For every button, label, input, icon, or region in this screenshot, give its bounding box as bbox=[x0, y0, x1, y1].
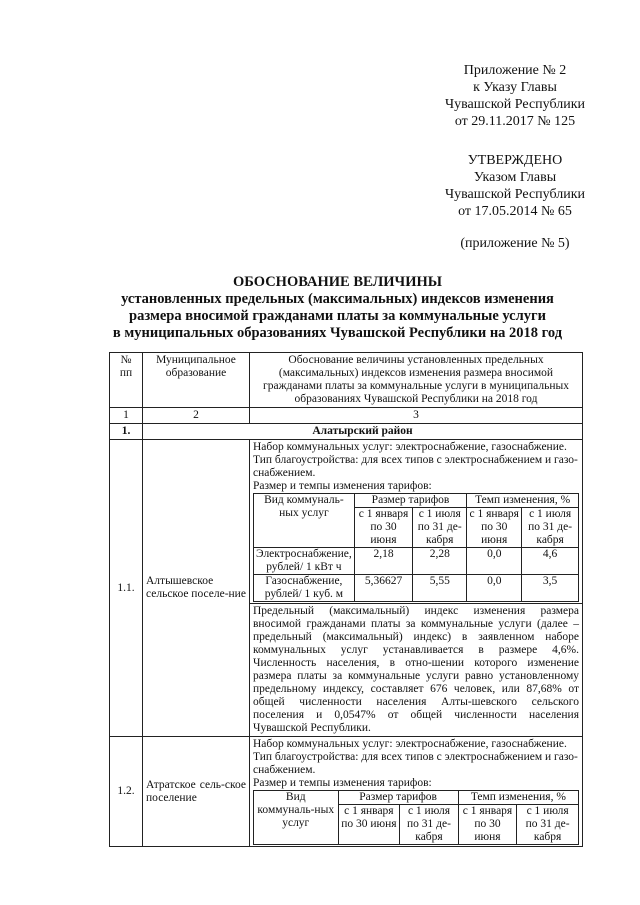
tariff-header-rate: Темп изменения, % bbox=[458, 791, 578, 805]
tariffs-label: Размер и темпы изменения тарифов: bbox=[253, 480, 432, 492]
tariff-jan: 5,36627 bbox=[354, 575, 412, 602]
tariff-table bbox=[253, 493, 579, 602]
header-num: № пп bbox=[110, 353, 143, 408]
district-num: 1. bbox=[110, 424, 143, 440]
table-index-row bbox=[110, 408, 583, 424]
tariff-header-jul: с 1 июля по 31 де-кабря bbox=[413, 508, 467, 548]
approved-line: УТВЕРЖДЕНО bbox=[467, 153, 563, 168]
tariff-header-size: Размер тарифов bbox=[338, 791, 458, 805]
tariff-service: Газоснабжение, рублей/ 1 куб. м bbox=[254, 575, 355, 602]
document-title bbox=[60, 274, 615, 342]
tariff-header-jan: с 1 января по 30 июня bbox=[338, 805, 400, 845]
title-line: ОБОСНОВАНИЕ ВЕЛИЧИНЫ bbox=[232, 274, 442, 290]
district-name: Алатырский район bbox=[143, 424, 583, 440]
tariff-header-jul: с 1 июля по 31 де-кабря bbox=[522, 508, 579, 548]
improvement-text: Тип благоустройства: для всех типов с электроснабжением и газо-снабжением. bbox=[253, 751, 578, 776]
row-municipality: Алтышевское сельское поселе-ние bbox=[143, 440, 250, 737]
table-header-row bbox=[110, 353, 583, 408]
tariff-header-size: Размер тарифов bbox=[354, 494, 466, 508]
row-summary: Предельный (максимальный) индекс изменения размера вносимой гражданами платы за коммунальные услуги (далее – предельный (максимальный) индекс) в заявленном наборе коммунальных услуг устанавливается в размере 4,6%. Численность населения, в отно-шении которого изменение размера платы за коммунальные услуги равно установленному предельному индексу, составляет 676 человек, или 87,68% от общей численности населения Алты-шевского сельского поселения и 0,0547% от общей численности населения Чувашской Республики. bbox=[250, 604, 583, 737]
appendix-line: Чувашской Республики bbox=[444, 97, 586, 112]
index-cell: 3 bbox=[250, 408, 583, 424]
title-line: размера вносимой гражданами платы за коммунальные услуги bbox=[129, 308, 546, 324]
rate-jul: 3,5 bbox=[522, 575, 579, 602]
improvement-text: Тип благоустройства: для всех типов с электроснабжением и газо-снабжением. bbox=[253, 454, 578, 479]
tariff-jul: 5,55 bbox=[413, 575, 467, 602]
approved-header bbox=[420, 152, 610, 220]
tariff-table bbox=[253, 790, 579, 845]
tariff-header-jul: с 1 июля по 31 де-кабря bbox=[517, 805, 579, 845]
tariffs-label: Размер и темпы изменения тарифов: bbox=[253, 777, 432, 789]
row-justification bbox=[250, 440, 583, 604]
table-row bbox=[110, 737, 583, 847]
tariff-jul: 2,28 bbox=[413, 548, 467, 575]
rate-jan: 0,0 bbox=[467, 575, 522, 602]
row-num: 1.2. bbox=[110, 737, 143, 847]
appendix-line: Приложение № 2 bbox=[463, 63, 567, 78]
tariff-header-rate: Темп изменения, % bbox=[467, 494, 579, 508]
rate-jan: 0,0 bbox=[467, 548, 522, 575]
tariff-row bbox=[254, 575, 579, 602]
services-text: Набор коммунальных услуг: электроснабжение, газоснабжение. bbox=[253, 441, 567, 453]
rate-jul: 4,6 bbox=[522, 548, 579, 575]
row-justification bbox=[250, 737, 583, 847]
justification-table bbox=[109, 352, 583, 847]
table-row bbox=[110, 440, 583, 604]
header-justification: Обоснование величины установленных предельных (максимальных) индексов изменения размера вносимой гражданами платы за коммунальные услуги в муниципальных образованиях Чувашской Республики на 2018 год bbox=[250, 353, 583, 408]
appendix-line: к Указу Главы bbox=[473, 80, 557, 95]
tariff-header-jan: с 1 января по 30 июня bbox=[354, 508, 412, 548]
row-municipality: Атратское сель-ское поселение bbox=[143, 737, 250, 847]
district-row bbox=[110, 424, 583, 440]
tariff-row bbox=[254, 548, 579, 575]
title-line: установленных предельных (максимальных) индексов изменения bbox=[121, 291, 554, 307]
title-line: в муниципальных образованиях Чувашской Республики на 2018 год bbox=[112, 325, 563, 341]
appendix-line: от 29.11.2017 № 125 bbox=[454, 114, 576, 129]
index-cell: 1 bbox=[110, 408, 143, 424]
index-cell: 2 bbox=[143, 408, 250, 424]
approved-line: от 17.05.2014 № 65 bbox=[458, 204, 572, 219]
tariff-header-jan: с 1 января по 30 июня bbox=[458, 805, 517, 845]
approved-line: Указом Главы bbox=[473, 170, 557, 185]
tariff-header-jan: с 1 января по 30 июня bbox=[467, 508, 522, 548]
appendix5-label: (приложение № 5) bbox=[460, 236, 570, 251]
appendix-header bbox=[420, 62, 610, 130]
header-municipality: Муниципальное образование bbox=[143, 353, 250, 408]
tariff-header-service: Вид коммуналь-ных услуг bbox=[254, 791, 339, 845]
tariff-service: Электроснабжение, рублей/ 1 кВт ч bbox=[254, 548, 355, 575]
services-text: Набор коммунальных услуг: электроснабжение, газоснабжение. bbox=[253, 738, 567, 750]
tariff-jan: 2,18 bbox=[354, 548, 412, 575]
tariff-header-jul: с 1 июля по 31 де-кабря bbox=[400, 805, 459, 845]
row-num: 1.1. bbox=[110, 440, 143, 737]
approved-line: Чувашской Республики bbox=[444, 187, 586, 202]
tariff-header-service: Вид коммуналь-ных услуг bbox=[254, 494, 355, 548]
